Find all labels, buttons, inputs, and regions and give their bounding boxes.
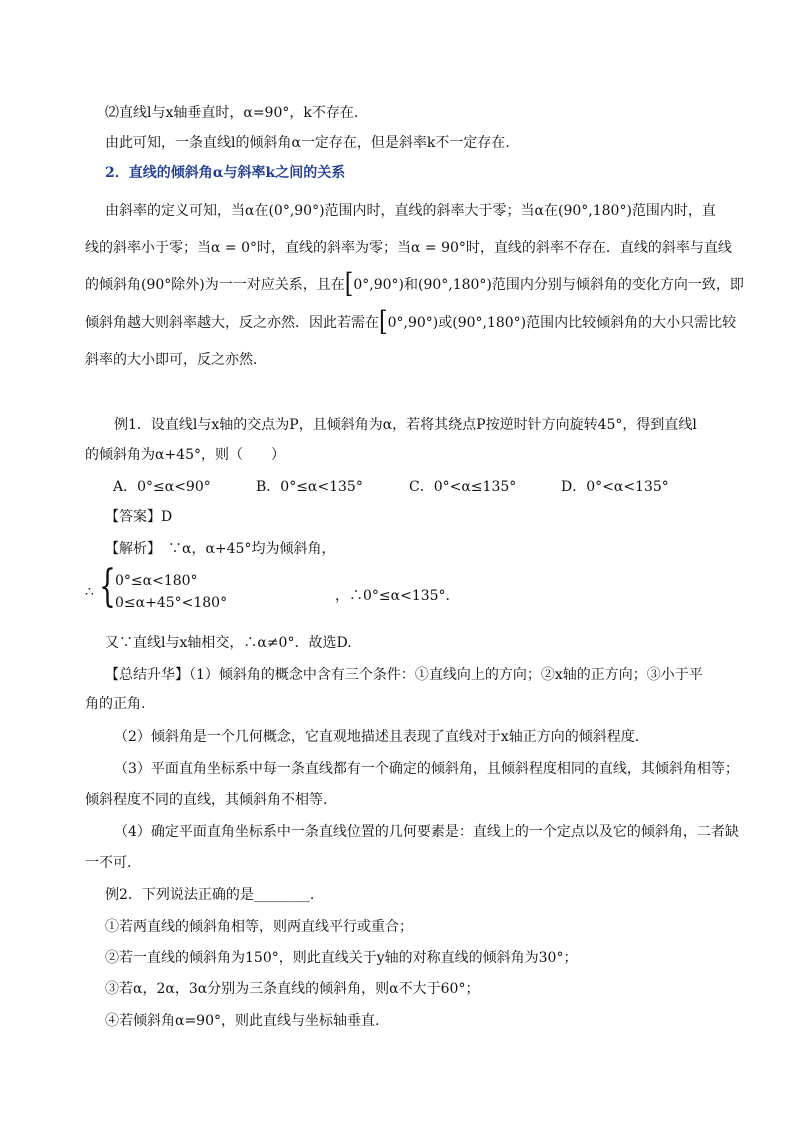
line-vertical-case: ⑵直线l与x轴垂直时，α=90°，k不存在. bbox=[105, 105, 359, 121]
example-1-line-1: 例1．设直线l与x轴的交点为P，且倾斜角为α，若将其绕点P按逆时针方向旋转45°，得到直线l bbox=[114, 417, 697, 433]
also-line: 又∵直线l与x轴相交，∴α≠0°．故选D. bbox=[105, 635, 352, 651]
left-brace-icon: { bbox=[99, 561, 116, 612]
left-bracket-icon: [ bbox=[379, 306, 388, 338]
therefore-symbol: ∴ bbox=[85, 584, 94, 600]
para-line-3-end: )和(90°,180°)范围内分别与倾斜角的变化方向一致，即 bbox=[398, 277, 744, 293]
answer-line: 【答案】D bbox=[105, 509, 173, 525]
claim-2: ②若一直线的倾斜角为150°，则此直线关于y轴的对称直线的倾斜角为30°； bbox=[105, 950, 578, 966]
para-line-1: 由斜率的定义可知，当α在(0°,90°)范围内时，直线的斜率大于零；当α在(90°,180°)范围内时，直 bbox=[105, 203, 716, 219]
example-2: 例2．下列说法正确的是________. bbox=[105, 887, 315, 903]
summary-1-cont: 角的正角. bbox=[85, 696, 146, 712]
interval-1: 0°,90° bbox=[353, 277, 399, 293]
line-conclusion: 由此可知，一条直线l的倾斜角α一定存在，但是斜率k不一定存在. bbox=[105, 135, 510, 151]
summary-4: （4）确定平面直角坐标系中一条直线位置的几何要素是：直线上的一个定点以及它的倾斜角，二者缺 bbox=[114, 824, 739, 840]
para-line-5: 斜率的大小即可，反之亦然． bbox=[85, 352, 267, 368]
option-b: B．0°≤α<135° bbox=[256, 479, 363, 495]
para-line-2: 线的斜率小于零；当α = 0°时，直线的斜率为零；当α = 90°时，直线的斜率不存在．直线的斜率与直线 bbox=[85, 240, 732, 256]
example-1-line-2: 的倾斜角为α+45°，则（ ） bbox=[85, 447, 285, 463]
option-a: A．0°≤α<90° bbox=[113, 479, 211, 495]
option-d: D．0°<α<135° bbox=[561, 479, 669, 495]
para-line-4-end: )或(90°,180°)范围内比较倾斜角的大小只需比较 bbox=[432, 315, 737, 331]
claim-1: ①若两直线的倾斜角相等，则两直线平行或重合； bbox=[105, 919, 413, 935]
inequality-2: 0≤α+45°<180° bbox=[115, 595, 228, 611]
para-line-3-start: 的倾斜角(90°除外)为一一对应关系，且在 bbox=[85, 277, 345, 293]
summary-2: （2）倾斜角是一个几何概念，它直观地描述且表现了直线对于x轴正方向的倾斜程度. bbox=[114, 729, 640, 745]
summary-3: （3）平面直角坐标系中每一条直线都有一个确定的倾斜角，且倾斜程度相同的直线，其倾斜角相等； bbox=[114, 761, 739, 777]
para-line-4 bbox=[85, 306, 737, 338]
summary-1: 【总结升华】（1）倾斜角的概念中含有三个条件：①直线向上的方向；②x轴的正方向；③小于平 bbox=[105, 667, 703, 683]
claim-3: ③若α，2α，3α分别为三条直线的倾斜角，则α不大于60°； bbox=[105, 981, 480, 997]
claim-4: ④若倾斜角α=90°，则此直线与坐标轴垂直. bbox=[105, 1013, 380, 1029]
para-line-4-start: 倾斜角越大则斜率越大，反之亦然．因此若需在 bbox=[85, 315, 379, 331]
inequality-conclusion: ，∴0°≤α<135°． bbox=[335, 588, 460, 604]
option-c: C．0°<α≤135° bbox=[409, 479, 517, 495]
inequality-system bbox=[85, 561, 505, 617]
interval-2: 0°,90° bbox=[387, 315, 433, 331]
para-line-3 bbox=[85, 268, 744, 300]
section-heading: 2．直线的倾斜角α与斜率k之间的关系 bbox=[105, 165, 346, 181]
analysis-line: 【解析】 ∵α，α+45°均为倾斜角， bbox=[105, 541, 336, 557]
summary-3-cont: 倾斜程度不同的直线，其倾斜角不相等. bbox=[85, 792, 328, 808]
inequality-1: 0°≤α<180° bbox=[115, 573, 198, 589]
summary-4-cont: 一不可. bbox=[85, 855, 132, 871]
left-bracket-icon: [ bbox=[344, 268, 354, 300]
